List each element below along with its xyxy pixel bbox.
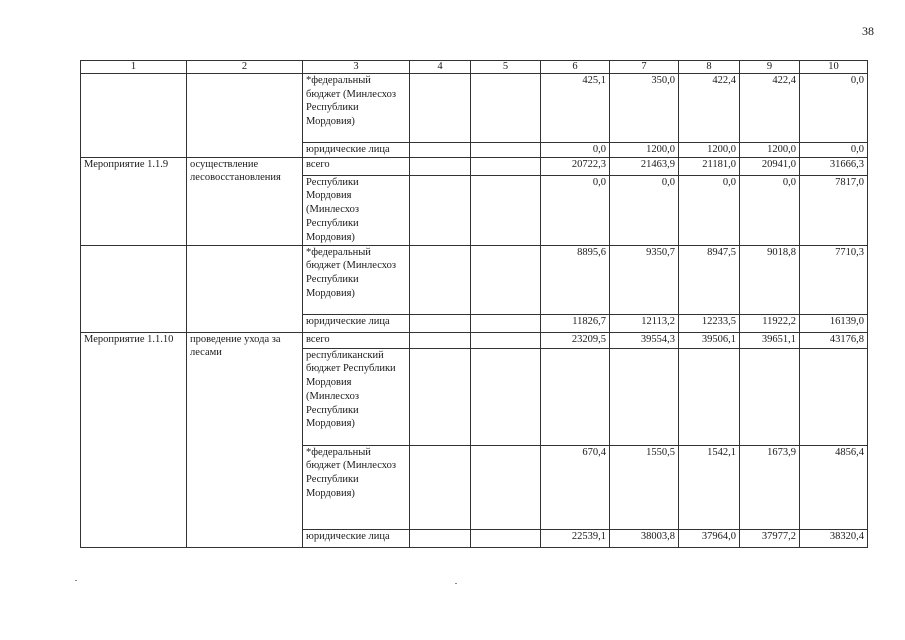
value-cell: 20722,3 xyxy=(541,157,610,175)
value-cell xyxy=(410,157,471,175)
value-cell: 39554,3 xyxy=(610,332,679,348)
value-cell: 23209,5 xyxy=(541,332,610,348)
value-cell xyxy=(471,445,541,529)
value-cell xyxy=(410,445,471,529)
value-cell: 0,0 xyxy=(541,175,610,245)
value-cell: 9350,7 xyxy=(610,245,679,314)
value-cell: 38003,8 xyxy=(610,529,679,547)
value-cell xyxy=(410,529,471,547)
table-row xyxy=(81,245,868,314)
value-cell: 0,0 xyxy=(541,143,610,158)
value-cell: 31666,3 xyxy=(800,157,868,175)
value-cell: 1673,9 xyxy=(740,445,800,529)
value-cell: 1200,0 xyxy=(610,143,679,158)
value-cell: 0,0 xyxy=(800,143,868,158)
value-cell: 7817,0 xyxy=(800,175,868,245)
description-cell xyxy=(187,74,303,158)
value-cell xyxy=(471,143,541,158)
source-cell: Республики Мордовия (Минлесхоз Республики Мордовия) xyxy=(303,175,410,245)
value-cell: 0,0 xyxy=(679,175,740,245)
source-cell: республиканский бюджет Республики Мордовия (Минлесхоз Республики Мордовия) xyxy=(303,348,410,445)
header-row xyxy=(81,61,868,74)
value-cell: 422,4 xyxy=(740,74,800,143)
value-cell xyxy=(410,74,471,143)
value-cell: 37977,2 xyxy=(740,529,800,547)
value-cell: 1200,0 xyxy=(740,143,800,158)
value-cell: 39651,1 xyxy=(740,332,800,348)
value-cell: 8947,5 xyxy=(679,245,740,314)
value-cell xyxy=(800,348,868,445)
description-cell: осуществление лесовосстановления xyxy=(187,157,303,245)
source-cell: юридические лица xyxy=(303,314,410,332)
value-cell: 4856,4 xyxy=(800,445,868,529)
scan-speck xyxy=(75,580,77,581)
value-cell: 670,4 xyxy=(541,445,610,529)
budget-table xyxy=(80,60,868,548)
value-cell: 0,0 xyxy=(740,175,800,245)
value-cell xyxy=(471,175,541,245)
value-cell: 1200,0 xyxy=(679,143,740,158)
value-cell: 422,4 xyxy=(679,74,740,143)
value-cell xyxy=(410,332,471,348)
value-cell: 16139,0 xyxy=(800,314,868,332)
value-cell: 12113,2 xyxy=(610,314,679,332)
description-cell xyxy=(187,245,303,332)
source-cell: юридические лица xyxy=(303,143,410,158)
value-cell xyxy=(471,74,541,143)
table-row xyxy=(81,332,868,348)
value-cell xyxy=(740,348,800,445)
value-cell xyxy=(471,245,541,314)
value-cell: 1542,1 xyxy=(679,445,740,529)
column-header: 9 xyxy=(740,61,800,74)
column-header: 8 xyxy=(679,61,740,74)
value-cell: 11922,2 xyxy=(740,314,800,332)
value-cell: 20941,0 xyxy=(740,157,800,175)
source-cell: всего xyxy=(303,332,410,348)
description-cell: проведение ухода за лесами xyxy=(187,332,303,547)
value-cell: 11826,7 xyxy=(541,314,610,332)
column-header: 10 xyxy=(800,61,868,74)
value-cell xyxy=(410,314,471,332)
value-cell xyxy=(471,348,541,445)
value-cell: 22539,1 xyxy=(541,529,610,547)
value-cell: 39506,1 xyxy=(679,332,740,348)
value-cell xyxy=(541,348,610,445)
measure-cell xyxy=(81,74,187,158)
value-cell: 7710,3 xyxy=(800,245,868,314)
value-cell xyxy=(471,157,541,175)
value-cell: 8895,6 xyxy=(541,245,610,314)
scan-speck xyxy=(455,583,457,584)
value-cell: 12233,5 xyxy=(679,314,740,332)
value-cell: 21181,0 xyxy=(679,157,740,175)
value-cell xyxy=(471,529,541,547)
value-cell xyxy=(410,348,471,445)
measure-cell: Мероприятие 1.1.10 xyxy=(81,332,187,547)
value-cell xyxy=(679,348,740,445)
value-cell: 38320,4 xyxy=(800,529,868,547)
value-cell: 43176,8 xyxy=(800,332,868,348)
table-row xyxy=(81,157,868,175)
value-cell: 21463,9 xyxy=(610,157,679,175)
value-cell: 0,0 xyxy=(610,175,679,245)
value-cell xyxy=(410,175,471,245)
value-cell: 425,1 xyxy=(541,74,610,143)
source-cell: *федеральный бюджет (Минлесхоз Республики Мордовия) xyxy=(303,245,410,314)
source-cell: *федеральный бюджет (Минлесхоз Республики Мордовия) xyxy=(303,74,410,143)
column-header: 5 xyxy=(471,61,541,74)
value-cell xyxy=(410,143,471,158)
value-cell: 350,0 xyxy=(610,74,679,143)
measure-cell xyxy=(81,245,187,332)
column-header: 2 xyxy=(187,61,303,74)
source-cell: всего xyxy=(303,157,410,175)
page-number: 38 xyxy=(862,24,874,38)
value-cell xyxy=(610,348,679,445)
measure-cell: Мероприятие 1.1.9 xyxy=(81,157,187,245)
value-cell xyxy=(410,245,471,314)
value-cell xyxy=(471,314,541,332)
column-header: 1 xyxy=(81,61,187,74)
table-row xyxy=(81,74,868,143)
value-cell: 37964,0 xyxy=(679,529,740,547)
source-cell: *федеральный бюджет (Минлесхоз Республики Мордовия) xyxy=(303,445,410,529)
source-cell: юридические лица xyxy=(303,529,410,547)
column-header: 3 xyxy=(303,61,410,74)
column-header: 4 xyxy=(410,61,471,74)
column-header: 7 xyxy=(610,61,679,74)
value-cell: 9018,8 xyxy=(740,245,800,314)
value-cell: 1550,5 xyxy=(610,445,679,529)
value-cell xyxy=(471,332,541,348)
value-cell: 0,0 xyxy=(800,74,868,143)
column-header: 6 xyxy=(541,61,610,74)
